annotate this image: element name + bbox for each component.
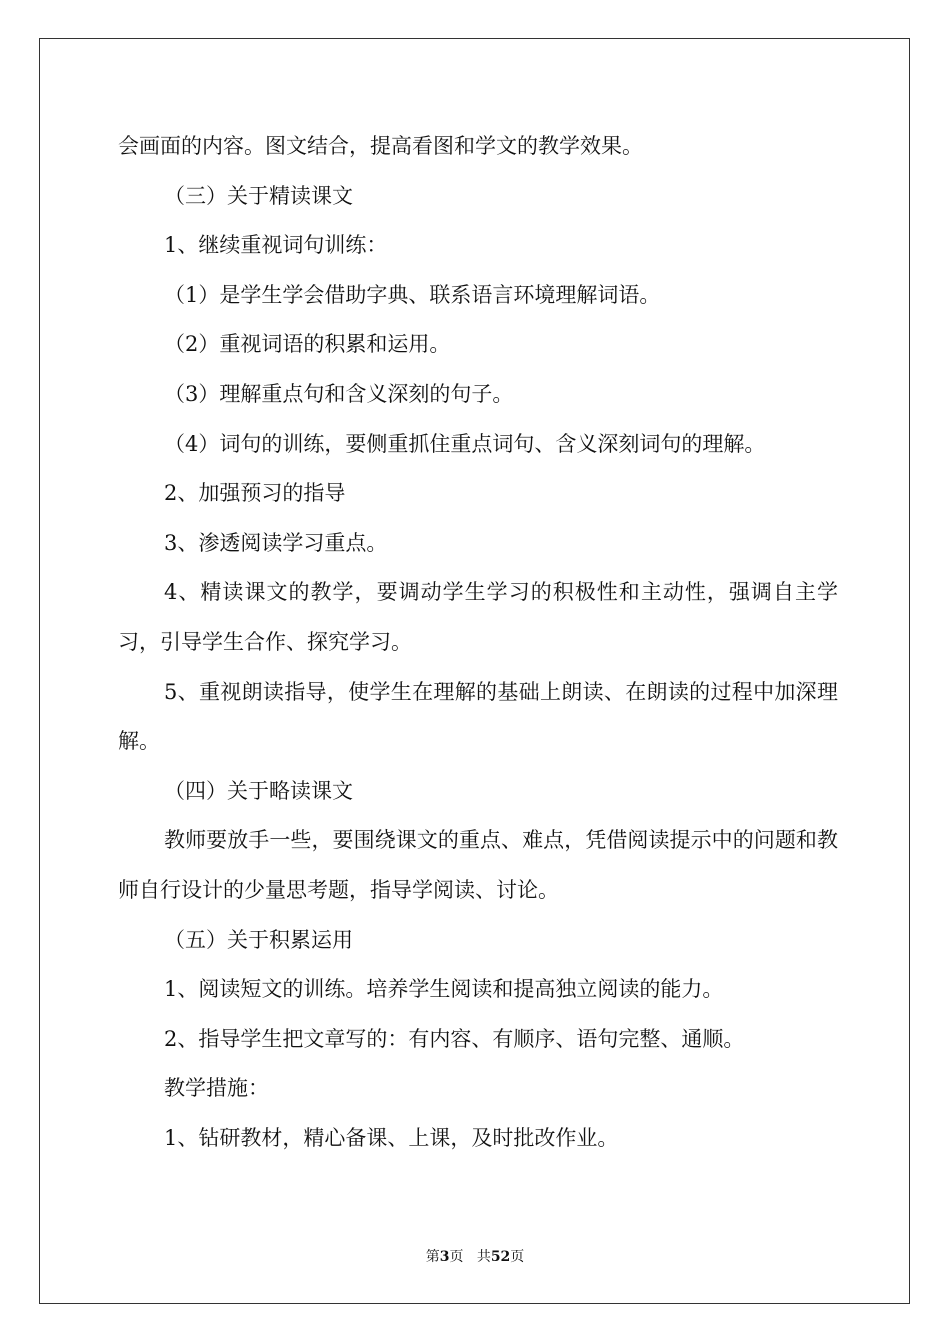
list-item: 2、指导学生把文章写的：有内容、有顺序、语句完整、通顺。 xyxy=(164,1026,745,1051)
list-item: 3、渗透阅读学习重点。 xyxy=(164,530,388,555)
page-footer xyxy=(0,1246,950,1266)
footer-total-pages: 52 xyxy=(490,1249,511,1265)
list-item: 5、重视朗读指导，使学生在理解的基础上朗读、在朗读的过程中加深理解。 xyxy=(118,679,838,754)
footer-prefix: 第 xyxy=(425,1249,440,1265)
paragraph: 教师要放手一些，要围绕课文的重点、难点，凭借阅读提示中的问题和教师自行设计的少量思考题，指导学阅读、讨论。 xyxy=(118,828,838,902)
section-heading: （四）关于略读课文 xyxy=(164,778,353,803)
footer-page-suffix: 页 xyxy=(449,1249,464,1265)
list-item: 4、精读课文的教学，要调动学生学习的积极性和主动性，强调自主学习，引导学生合作、探究学习。 xyxy=(118,580,838,654)
footer-total-suffix: 页 xyxy=(510,1249,525,1265)
list-item: （4）词句的训练，要侧重抓住重点词句、含义深刻词句的理解。 xyxy=(164,431,766,456)
list-item: （2）重视词语的积累和运用。 xyxy=(164,332,451,357)
footer-page-number: 3 xyxy=(439,1249,450,1265)
list-item: 1、钻研教材，精心备课、上课，及时批改作业。 xyxy=(164,1125,619,1150)
section-heading: （三）关于精读课文 xyxy=(164,183,353,208)
paragraph: 会画面的内容。图文结合，提高看图和学文的教学效果。 xyxy=(118,134,643,158)
document-body xyxy=(118,122,838,1163)
list-item: （1）是学生学会借助字典、联系语言环境理解词语。 xyxy=(164,282,661,307)
footer-total-prefix: 共 xyxy=(476,1249,491,1265)
section-heading: （五）关于积累运用 xyxy=(164,927,353,952)
list-item: 1、阅读短文的训练。培养学生阅读和提高独立阅读的能力。 xyxy=(164,977,724,1002)
paragraph: 教学措施： xyxy=(164,1076,269,1101)
list-item: 2、加强预习的指导 xyxy=(164,481,346,506)
list-item: （3）理解重点句和含义深刻的句子。 xyxy=(164,381,514,406)
list-item: 1、继续重视词句训练： xyxy=(164,233,388,258)
